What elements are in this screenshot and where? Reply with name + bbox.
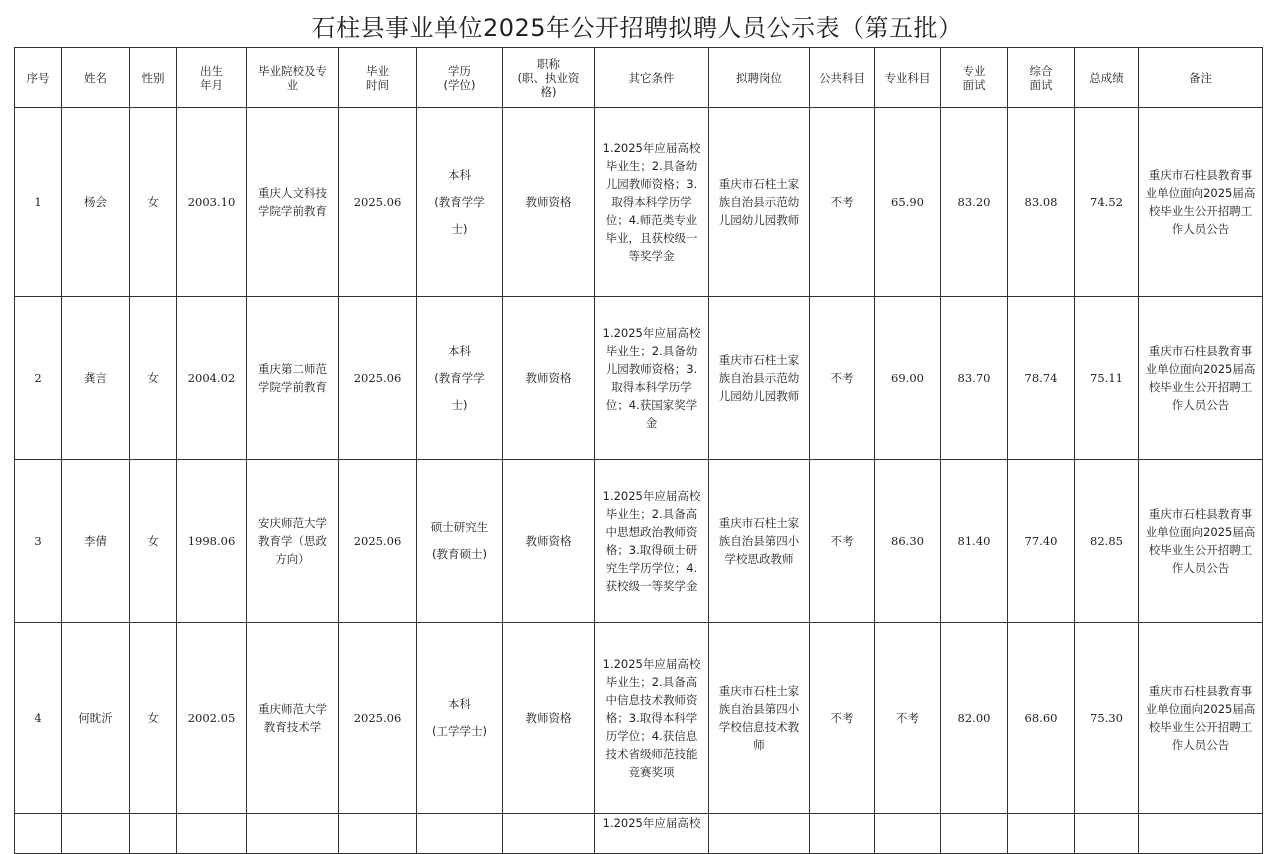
column-header <box>875 48 941 108</box>
post-cell: 重庆市石柱土家族自治县示范幼儿园幼儿园教师 <box>709 297 810 460</box>
column-header-line: 职称 <box>537 56 560 71</box>
column-header <box>595 48 709 108</box>
degree-line: 士) <box>451 221 468 236</box>
birth-cell: 2002.05 <box>177 623 247 814</box>
grad-date-cell: 2025.06 <box>339 297 417 460</box>
table-header-row <box>15 48 1263 108</box>
row-number: 1 <box>15 108 62 297</box>
recruitment-table <box>14 47 1263 854</box>
major-subject-cell: 69.00 <box>875 297 941 460</box>
row-number: 3 <box>15 460 62 623</box>
table-row <box>15 460 1263 623</box>
column-header-line: 专业科目 <box>884 70 931 85</box>
gender-cell <box>130 814 177 854</box>
column-header <box>177 48 247 108</box>
column-header <box>15 48 62 108</box>
degree-line: (教育学学 <box>434 194 485 209</box>
comprehensive-interview-cell: 77.40 <box>1008 460 1075 623</box>
conditions-cell: 1.2025年应届高校 <box>595 814 709 854</box>
public-subject-cell: 不考 <box>810 297 875 460</box>
grad-date-cell: 2025.06 <box>339 623 417 814</box>
school-cell <box>247 814 339 854</box>
column-header <box>339 48 417 108</box>
row-number: 2 <box>15 297 62 460</box>
post-cell <box>709 814 810 854</box>
table-row <box>15 623 1263 814</box>
qualification-cell: 教师资格 <box>503 623 595 814</box>
post-cell: 重庆市石柱土家族自治县示范幼儿园幼儿园教师 <box>709 108 810 297</box>
grad-date-cell: 2025.06 <box>339 460 417 623</box>
grad-date-cell: 2025.06 <box>339 108 417 297</box>
professional-interview-cell: 83.20 <box>941 108 1008 297</box>
gender-cell: 女 <box>130 297 177 460</box>
column-header <box>503 48 595 108</box>
column-header <box>62 48 130 108</box>
qualification-cell <box>503 814 595 854</box>
column-header-line: 姓名 <box>84 70 107 85</box>
column-header-line: (学位) <box>443 77 476 92</box>
school-cell: 重庆师范大学教育技术学 <box>247 623 339 814</box>
column-header <box>247 48 339 108</box>
name-cell: 杨会 <box>62 108 130 297</box>
column-header-line: 面试 <box>1029 77 1053 92</box>
major-subject-cell: 不考 <box>875 623 941 814</box>
column-header <box>1008 48 1075 108</box>
degree-line: (教育硕士) <box>432 547 487 561</box>
column-header-line: 出生 <box>200 63 223 78</box>
column-header-line: 毕业 <box>366 63 389 78</box>
column-header <box>941 48 1008 108</box>
degree-cell <box>417 814 503 854</box>
school-cell: 安庆师范大学教育学（思政方向） <box>247 460 339 623</box>
professional-interview-cell: 81.40 <box>941 460 1008 623</box>
column-header-line: 性别 <box>141 70 165 85</box>
comprehensive-interview-cell <box>1008 814 1075 854</box>
table-body <box>15 108 1263 854</box>
conditions-cell: 1.2025年应届高校毕业生；2.具备高中信息技术教师资格；3.取得本科学历学位；4.获信息技术省级师范技能竞赛奖项 <box>595 623 709 814</box>
column-header-line: 学历 <box>448 63 471 78</box>
page-title: 石柱县事业单位2025年公开招聘拟聘人员公示表（第五批） <box>311 14 963 42</box>
degree-line: 本科 <box>448 697 471 711</box>
name-cell: 龚言 <box>62 297 130 460</box>
column-header-line: 公共科目 <box>819 70 865 85</box>
degree-cell <box>417 108 503 297</box>
total-score-cell <box>1075 814 1139 854</box>
table-row <box>15 108 1263 297</box>
comprehensive-interview-cell: 83.08 <box>1008 108 1075 297</box>
conditions-cell: 1.2025年应届高校毕业生；2.具备幼儿园教师资格；3.取得本科学历学位；4.师范类专业毕业，且获校级一等奖学金 <box>595 108 709 297</box>
birth-cell <box>177 814 247 854</box>
conditions-cell: 1.2025年应届高校毕业生；2.具备高中思想政治教师资格；3.取得硕士研究生学历学位；4.获校级一等奖学金 <box>595 460 709 623</box>
major-subject-cell: 65.90 <box>875 108 941 297</box>
column-header <box>709 48 810 108</box>
birth-cell: 2003.10 <box>177 108 247 297</box>
grad-date-cell <box>339 814 417 854</box>
degree-cell <box>417 297 503 460</box>
name-cell: 何眈沂 <box>62 623 130 814</box>
column-header-line: 综合 <box>1029 63 1053 78</box>
column-header <box>130 48 177 108</box>
comprehensive-interview-cell: 78.74 <box>1008 297 1075 460</box>
public-subject-cell: 不考 <box>810 623 875 814</box>
total-score-cell: 82.85 <box>1075 460 1139 623</box>
degree-cell <box>417 623 503 814</box>
table-row <box>15 297 1263 460</box>
public-subject-cell: 不考 <box>810 108 875 297</box>
row-number: 4 <box>15 623 62 814</box>
degree-line: 士) <box>451 397 468 412</box>
remark-cell <box>1139 814 1263 854</box>
column-header-line: 总成绩 <box>1089 70 1124 85</box>
total-score-cell: 75.11 <box>1075 297 1139 460</box>
column-header <box>1075 48 1139 108</box>
column-header <box>417 48 503 108</box>
school-cell: 重庆人文科技学院学前教育 <box>247 108 339 297</box>
gender-cell: 女 <box>130 108 177 297</box>
professional-interview-cell: 83.70 <box>941 297 1008 460</box>
column-header-line: 备注 <box>1189 70 1212 85</box>
post-cell: 重庆市石柱土家族自治县第四小学校信息技术教师 <box>709 623 810 814</box>
remark-cell: 重庆市石柱县教育事业单位面向2025届高校毕业生公开招聘工作人员公告 <box>1139 460 1263 623</box>
qualification-cell: 教师资格 <box>503 297 595 460</box>
column-header-line: 其它条件 <box>628 70 675 85</box>
column-header-line: 格) <box>540 84 557 99</box>
major-subject-cell <box>875 814 941 854</box>
column-header-line: 面试 <box>962 77 986 92</box>
professional-interview-cell <box>941 814 1008 854</box>
remark-cell: 重庆市石柱县教育事业单位面向2025届高校毕业生公开招聘工作人员公告 <box>1139 297 1263 460</box>
qualification-cell: 教师资格 <box>503 108 595 297</box>
remark-cell: 重庆市石柱县教育事业单位面向2025届高校毕业生公开招聘工作人员公告 <box>1139 623 1263 814</box>
birth-cell: 1998.06 <box>177 460 247 623</box>
column-header <box>810 48 875 108</box>
degree-line: 本科 <box>448 167 471 182</box>
row-number <box>15 814 62 854</box>
major-subject-cell: 86.30 <box>875 460 941 623</box>
name-cell: 李倩 <box>62 460 130 623</box>
column-header-line: 毕业院校及专 <box>258 63 327 78</box>
column-header-line: 拟聘岗位 <box>736 70 782 85</box>
total-score-cell: 74.52 <box>1075 108 1139 297</box>
degree-line: (工学学士) <box>432 724 487 738</box>
total-score-cell: 75.30 <box>1075 623 1139 814</box>
remark-cell: 重庆市石柱县教育事业单位面向2025届高校毕业生公开招聘工作人员公告 <box>1139 108 1263 297</box>
name-cell <box>62 814 130 854</box>
professional-interview-cell: 82.00 <box>941 623 1008 814</box>
column-header <box>1139 48 1263 108</box>
conditions-cell: 1.2025年应届高校毕业生；2.具备幼儿园教师资格；3.取得本科学历学位；4.获国家奖学金 <box>595 297 709 460</box>
school-cell: 重庆第二师范学院学前教育 <box>247 297 339 460</box>
column-header-line: (职、执业资 <box>517 70 580 85</box>
column-header-line: 年月 <box>200 77 223 92</box>
degree-line: (教育学学 <box>434 370 485 385</box>
public-subject-cell <box>810 814 875 854</box>
degree-line: 硕士研究生 <box>430 520 489 534</box>
comprehensive-interview-cell: 68.60 <box>1008 623 1075 814</box>
column-header-line: 专业 <box>962 63 986 78</box>
birth-cell: 2004.02 <box>177 297 247 460</box>
degree-cell <box>417 460 503 623</box>
column-header-line: 序号 <box>26 70 50 85</box>
public-subject-cell: 不考 <box>810 460 875 623</box>
post-cell: 重庆市石柱土家族自治县第四小学校思政教师 <box>709 460 810 623</box>
column-header-line: 业 <box>286 77 299 92</box>
column-header-line: 时间 <box>366 77 389 92</box>
table-row <box>15 814 1263 854</box>
qualification-cell: 教师资格 <box>503 460 595 623</box>
degree-line: 本科 <box>448 343 471 358</box>
gender-cell: 女 <box>130 460 177 623</box>
gender-cell: 女 <box>130 623 177 814</box>
